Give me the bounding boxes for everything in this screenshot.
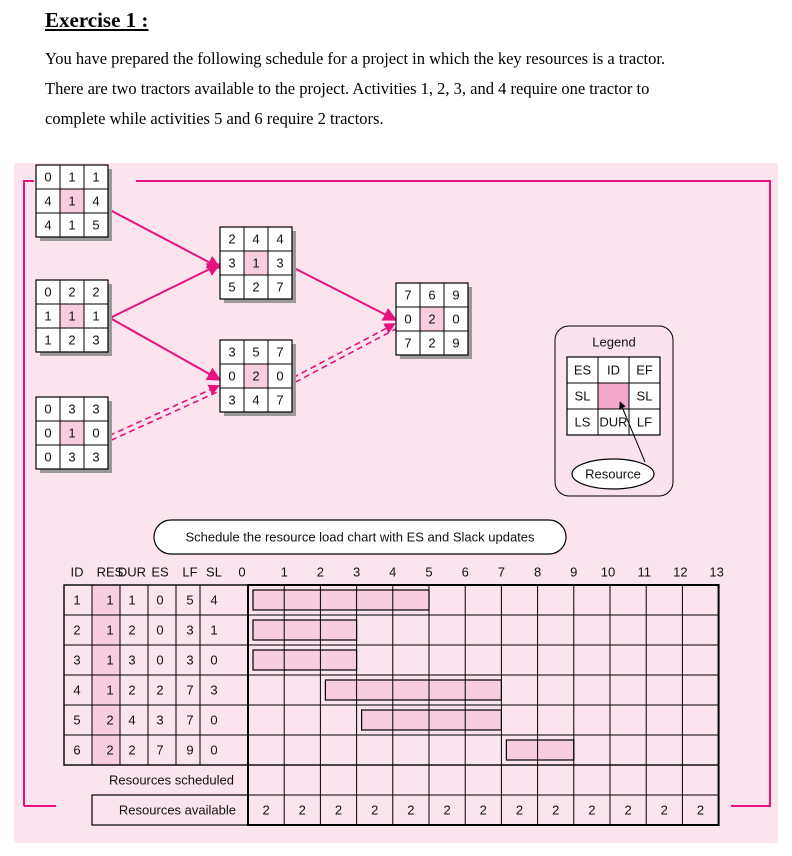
node-value: 0	[44, 169, 52, 185]
legend-cell-label: SL	[636, 388, 653, 404]
node-value: 1	[252, 255, 260, 271]
chart-row-3	[73, 645, 356, 675]
resources-available-value: 2	[407, 802, 415, 818]
node-value: 2	[68, 284, 76, 300]
chart-cell: 0	[156, 622, 164, 638]
chart-cell: 7	[186, 682, 194, 698]
legend-cell-label: LF	[636, 414, 653, 430]
chart-period-label: 3	[352, 564, 361, 580]
schedule-bar	[506, 740, 573, 760]
resources-available-value: 2	[660, 802, 668, 818]
chart-cell: 7	[156, 742, 164, 758]
chart-cell: 2	[128, 622, 136, 638]
chart-cell: 4	[128, 712, 136, 728]
node-value: 2	[228, 231, 236, 247]
node-value: 4	[276, 231, 284, 247]
chart-row-2	[73, 615, 356, 645]
node-value: 3	[228, 255, 236, 271]
activity-node-1	[36, 165, 112, 241]
exercise-line-2: There are two tractors available to the project. Activities 1, 2, 3, and 4 require one tractor to	[45, 79, 650, 98]
chart-cell: 1	[128, 592, 136, 608]
edge-2-5	[110, 318, 220, 380]
node-value: 4	[252, 231, 260, 247]
edge-5-6	[295, 328, 397, 382]
chart-cell: 5	[186, 592, 194, 608]
exercise-title: Exercise 1 :	[45, 8, 149, 32]
node-value: 7	[404, 335, 412, 351]
node-value: 3	[92, 401, 100, 417]
node-value: 1	[68, 169, 76, 185]
chart-cell: 9	[186, 742, 194, 758]
node-value: 0	[452, 311, 460, 327]
resources-available-value: 2	[624, 802, 632, 818]
node-value: 0	[228, 368, 236, 384]
schedule-bar	[253, 620, 357, 640]
node-value: 3	[92, 332, 100, 348]
node-value: 3	[228, 344, 236, 360]
chart-cell: 2	[106, 712, 114, 728]
resources-available-value: 2	[696, 802, 705, 818]
chart-cell: 1	[106, 622, 114, 638]
legend-cell-label: LS	[574, 414, 591, 430]
chart-header-lf: LF	[182, 564, 198, 580]
node-value: 2	[252, 368, 260, 384]
chart-header-id: ID	[70, 564, 84, 580]
chart-cell: 1	[106, 592, 114, 608]
chart-period-label: 10	[600, 564, 616, 580]
resources-available-value: 2	[552, 802, 560, 818]
chart-row-5	[73, 705, 501, 735]
chart-cell: 1	[106, 652, 114, 668]
chart-cell: 2	[73, 622, 81, 638]
legend-resource-cell	[598, 383, 629, 409]
node-value: 3	[276, 255, 284, 271]
chart-cell: 7	[186, 712, 194, 728]
node-value: 4	[92, 193, 100, 209]
chart-cell: 2	[128, 742, 136, 758]
node-value: 9	[452, 287, 460, 303]
edge-3-5	[111, 390, 221, 440]
node-value: 1	[68, 425, 76, 441]
node-value: 2	[428, 335, 436, 351]
node-value: 2	[68, 332, 76, 348]
node-value: 9	[452, 335, 460, 351]
chart-period-label: 6	[461, 564, 469, 580]
node-value: 3	[68, 449, 76, 465]
chart-period-label: 13	[709, 564, 724, 580]
chart-cell: 1	[73, 592, 81, 608]
node-value: 7	[276, 279, 284, 295]
node-value: 7	[276, 392, 284, 408]
chart-cell: 2	[156, 682, 164, 698]
activity-node-3	[36, 397, 112, 473]
chart-period-label: 8	[533, 564, 542, 580]
chart-cell: 1	[210, 622, 218, 638]
node-value: 1	[44, 308, 52, 324]
node-value: 4	[44, 217, 52, 233]
legend-cell-label: ID	[607, 362, 620, 378]
resources-available-value: 2	[515, 802, 524, 818]
chart-header-res: RES	[96, 564, 124, 580]
chart-cell: 5	[73, 712, 81, 728]
resources-available-value: 2	[588, 802, 596, 818]
node-value: 1	[92, 169, 100, 185]
node-value: 3	[228, 392, 236, 408]
chart-period-label: 12	[673, 564, 688, 580]
node-value: 0	[276, 368, 284, 384]
chart-period-label: 2	[316, 564, 325, 580]
node-value: 6	[428, 287, 436, 303]
node-value: 5	[92, 217, 100, 233]
legend-cell-label: ES	[573, 362, 592, 378]
activity-node-5	[220, 340, 296, 416]
chart-cell: 3	[73, 652, 81, 668]
chart-cell: 4	[73, 682, 81, 698]
node-value: 5	[252, 344, 260, 360]
node-value: 0	[44, 284, 52, 300]
node-value: 7	[404, 287, 412, 303]
node-value: 2	[92, 284, 100, 300]
chart-period-label: 7	[497, 564, 506, 580]
node-value: 0	[404, 311, 412, 327]
schedule-bar	[253, 590, 429, 610]
node-value: 1	[68, 217, 76, 233]
chart-period-label: 5	[425, 564, 433, 580]
chart-cell: 0	[156, 652, 164, 668]
exercise-line-1: You have prepared the following schedule for a project in which the key resources is a tractor.	[45, 49, 666, 68]
chart-period-label: 9	[570, 564, 578, 580]
node-value: 3	[68, 401, 76, 417]
chart-cell: 3	[186, 622, 194, 638]
node-value: 1	[92, 308, 100, 324]
chart-cell: 1	[106, 682, 114, 698]
node-value: 3	[92, 449, 100, 465]
edge-2-4	[110, 264, 220, 318]
node-value: 5	[228, 279, 236, 295]
resources-available-value: 2	[479, 802, 487, 818]
legend-cell-label: SL	[574, 388, 591, 404]
activity-node-6	[396, 283, 472, 359]
node-value: 4	[252, 392, 260, 408]
edge-1-4	[110, 210, 220, 268]
legend-cell-label: DUR	[599, 414, 628, 430]
chart-period-label: 1	[280, 564, 288, 580]
chart-header-sl: SL	[206, 564, 222, 580]
chart-header-dur: DUR	[117, 564, 147, 580]
chart-period-label: 11	[637, 564, 651, 580]
resources-scheduled-label: Resources scheduled	[108, 772, 234, 788]
activity-node-4	[220, 227, 296, 303]
resources-available-value: 2	[298, 802, 306, 818]
exercise-line-3: complete while activities 5 and 6 require 2 tractors.	[45, 109, 384, 128]
chart-cell: 4	[210, 592, 218, 608]
node-value: 2	[252, 279, 260, 295]
schedule-bar	[362, 710, 502, 730]
node-value: 0	[44, 401, 52, 417]
node-value: 1	[44, 332, 52, 348]
node-value: 0	[44, 449, 52, 465]
resources-available-value: 2	[262, 802, 270, 818]
edge-3-5	[109, 386, 219, 436]
chart-cell: 0	[210, 652, 218, 668]
schedule-bar	[253, 650, 357, 670]
resources-available-value: 2	[443, 802, 451, 818]
chart-row-4	[73, 675, 501, 705]
legend-cell-label: EF	[636, 362, 653, 378]
resources-available-label: Resources available	[118, 802, 236, 818]
node-value: 2	[428, 311, 436, 327]
resources-available-value: 2	[334, 802, 343, 818]
chart-cell: 0	[210, 742, 218, 758]
schedule-bar	[325, 680, 501, 700]
node-value: 1	[68, 193, 76, 209]
chart-period-label: 0	[238, 564, 246, 580]
chart-row-1	[73, 585, 429, 615]
legend-resource-label: Resource	[585, 466, 641, 482]
chart-cell: 6	[73, 742, 81, 758]
edge-4-6	[294, 268, 396, 320]
activity-node-2	[36, 280, 112, 356]
node-value: 0	[44, 425, 52, 441]
legend-title: Legend	[592, 334, 636, 350]
node-value: 4	[44, 193, 52, 209]
chart-cell: 3	[210, 682, 218, 698]
chart-cell: 2	[106, 742, 114, 758]
edge-5-6	[293, 324, 395, 378]
node-value: 0	[92, 425, 100, 441]
resources-available-value: 2	[371, 802, 379, 818]
chart-period-label: 4	[389, 564, 397, 580]
node-value: 7	[276, 344, 284, 360]
chart-cell: 3	[128, 652, 136, 668]
chart-cell: 0	[210, 712, 218, 728]
chart-cell: 3	[186, 652, 194, 668]
chart-cell: 2	[128, 682, 136, 698]
chart-header-es: ES	[151, 564, 169, 580]
node-value: 1	[68, 308, 76, 324]
chart-cell: 3	[156, 712, 164, 728]
chart-cell: 0	[156, 592, 164, 608]
chart-banner-text: Schedule the resource load chart with ES and Slack updates	[185, 529, 535, 545]
